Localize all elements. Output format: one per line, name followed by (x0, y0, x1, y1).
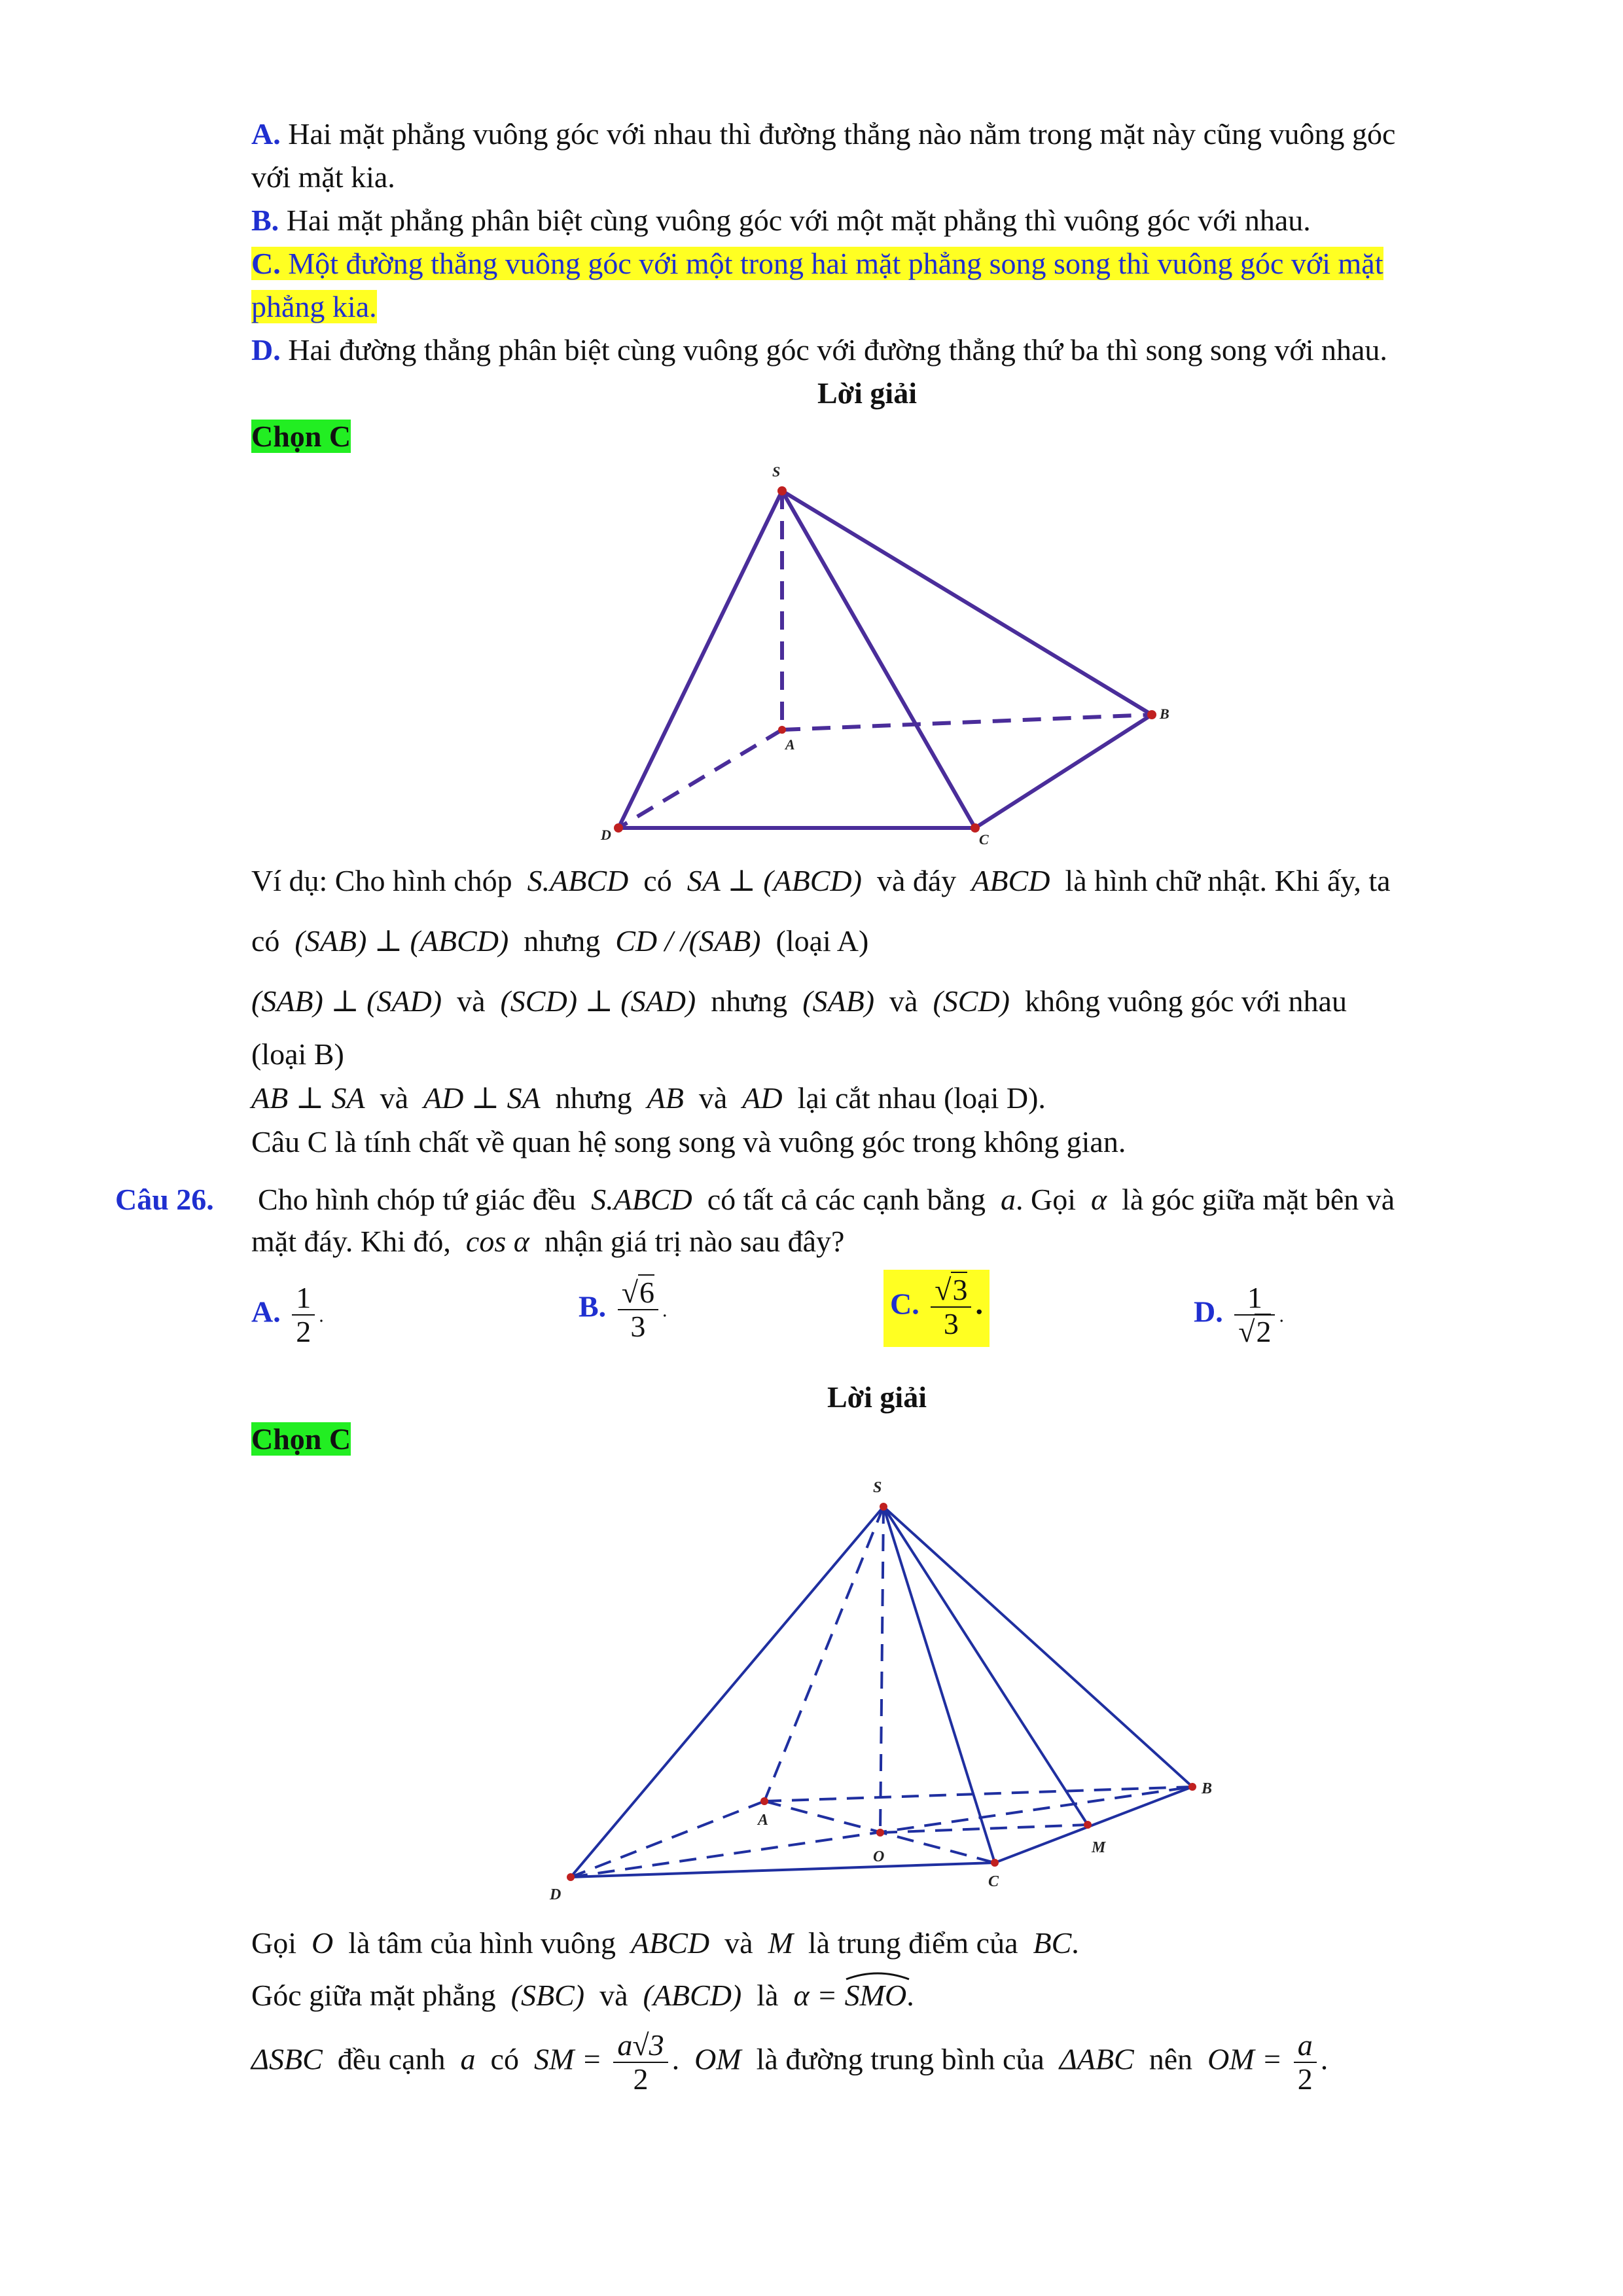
option-b: B. Hai mặt phẳng phân biệt cùng vuông góc với một mặt phẳng thì vuông góc với nhau. (251, 204, 1311, 237)
vertex-c-label: C (988, 1873, 999, 1890)
choose-answer-26: Chọn C (251, 1422, 351, 1456)
example-line1: Ví dụ: Cho hình chóp S.ABCD có SA ⊥ (ABCD) và đáy ABCD là hình chữ nhật. Khi ấy, ta (251, 864, 1391, 897)
edge-dc (571, 1863, 995, 1877)
vertex-d-label: D (550, 1886, 562, 1903)
option-c-line2: phẳng kia. (251, 290, 377, 323)
answer-a[interactable]: A. $\frac{1}{2}$ . (251, 1281, 324, 1348)
pyramid-figure-1 (589, 458, 1217, 851)
example-line6: Câu C là tính chất về quan hệ song song và vuông góc trong không gian. (251, 1125, 1126, 1158)
solution-26-line3: ΔSBC đều cạnh a có SM = $\frac{a√3}{2}$ . OM là đường trung bình của ΔABC nên OM = $\frac{a}{2}$ . (251, 2028, 1329, 2096)
vertex-a-label: A (758, 1812, 769, 1829)
edge-sc (883, 1507, 995, 1863)
vertex-b-label: B (1160, 706, 1169, 722)
choose-answer-25: Chọn C (251, 420, 351, 453)
edge-cb (975, 715, 1152, 828)
question-26-number: Câu 26. (115, 1183, 214, 1216)
vertex-s-label: S (873, 1479, 882, 1496)
vertex-b-label: B (1202, 1780, 1213, 1797)
option-c-line1: C. Một đường thẳng vuông góc với một trong hai mặt phẳng song song thì vuông góc với mặt (251, 247, 1383, 280)
edge-ab-hidden (764, 1787, 1192, 1801)
point-m-label: M (1092, 1839, 1106, 1856)
vertex-s-label: S (772, 463, 781, 480)
edge-sa-hidden (764, 1507, 883, 1801)
solution-26-line2: Góc giữa mặt phẳng (SBC) và (ABCD) là α = SMO. (251, 1978, 914, 2013)
option-a-label: A. (251, 117, 281, 151)
answer-c[interactable]: C. $\frac{√3}{3}$ . (883, 1270, 990, 1347)
question-26-line1: Cho hình chóp tứ giác đều S.ABCD có tất cả các cạnh bằng a. Gọi α là góc giữa mặt bên và (258, 1183, 1395, 1216)
pyramid-figure-2 (537, 1466, 1230, 1924)
edge-so-hidden (880, 1507, 883, 1833)
edge-ad-hidden (571, 1801, 764, 1877)
question-26-line2: mặt đáy. Khi đó, cos α nhận giá trị nào sau đây? (251, 1225, 845, 1258)
vertex-c-label: C (979, 831, 989, 848)
solution-title-26: Lời giải (827, 1380, 927, 1414)
edge-sb (883, 1507, 1192, 1787)
edge-sc (782, 491, 975, 828)
solution-26-line1: Gọi O là tâm của hình vuông ABCD và M là trung điểm của BC. (251, 1926, 1079, 1960)
solution-title-25: Lời giải (817, 376, 917, 410)
edge-sb (782, 491, 1152, 715)
answer-d[interactable]: D. $\frac{1}{√2}$ . (1194, 1281, 1284, 1348)
example-line4: (loại B) (251, 1037, 344, 1071)
option-a-line1: A. Hai mặt phẳng vuông góc với nhau thì đường thẳng nào nằm trong mặt này cũng vuông góc (251, 117, 1396, 151)
edge-sd (571, 1507, 883, 1877)
edge-ab-hidden (782, 715, 1152, 730)
vertex-d-label: D (601, 827, 611, 843)
example-line5: AB ⊥ SA và AD ⊥ SA nhưng AB và AD lại cắt nhau (loại D). (251, 1081, 1046, 1115)
example-line3: (SAB) ⊥ (SAD) và (SCD) ⊥ (SAD) nhưng (SAB) và (SCD) không vuông góc với nhau (251, 984, 1347, 1018)
option-d: D. Hai đường thẳng phân biệt cùng vuông góc với đường thẳng thứ ba thì song song với nhau. (251, 333, 1387, 367)
example-line2: có (SAB) ⊥ (ABCD) nhưng CD / /(SAB) (loại A) (251, 924, 869, 958)
point-o-label: O (873, 1848, 885, 1865)
option-a-line2: với mặt kia. (251, 160, 395, 194)
answer-b[interactable]: B. $\frac{√6}{3}$ . (579, 1276, 668, 1343)
vertex-a-label: A (785, 736, 795, 753)
